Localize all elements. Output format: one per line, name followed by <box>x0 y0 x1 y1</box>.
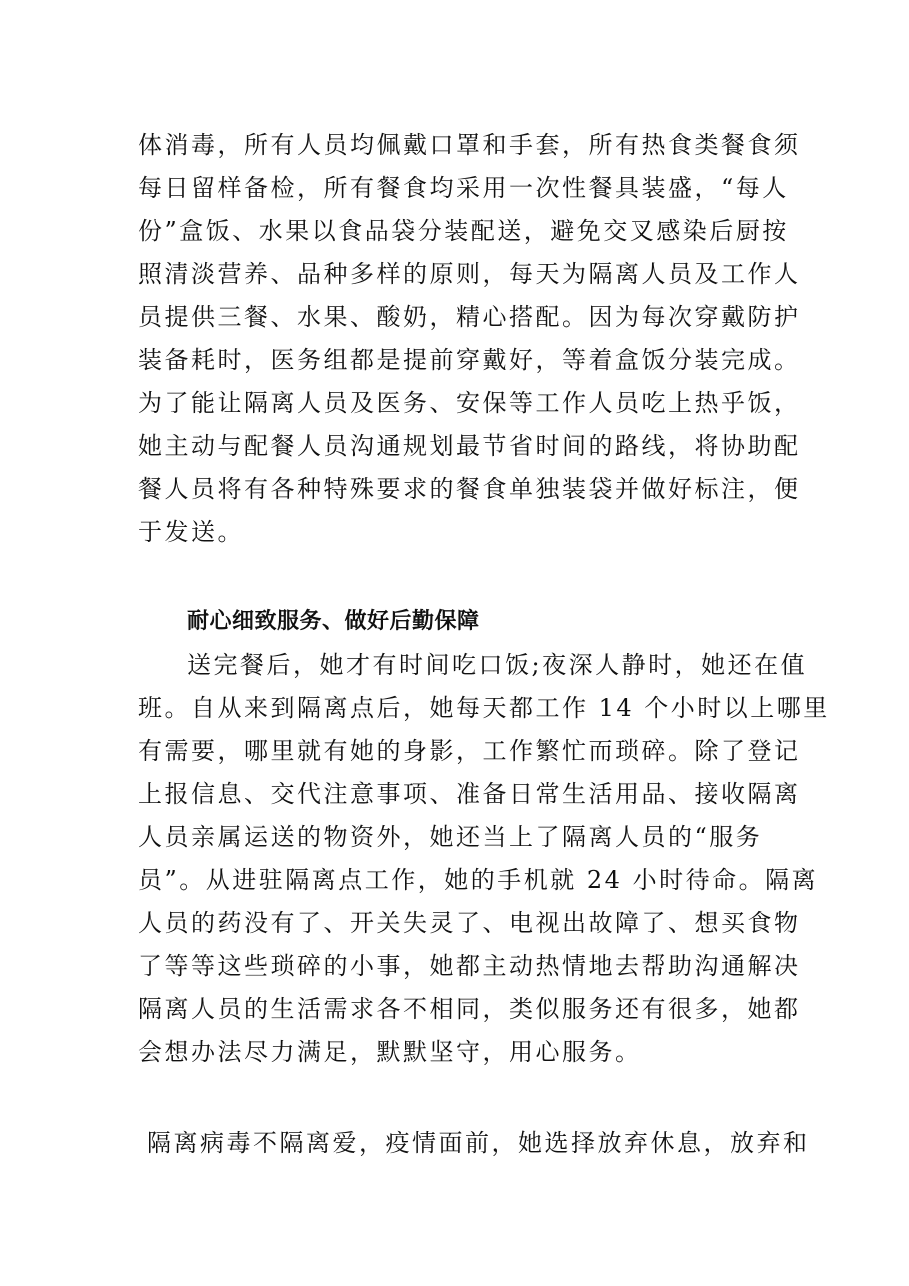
text-line: 员”。从进驻隔离点工作，她的手机就 24 小时待命。隔离 <box>138 866 819 894</box>
text-line: 为了能让隔离人员及医务、安保等工作人员吃上热乎饭， <box>138 389 801 417</box>
text-line: 照清淡营养、品种多样的原则，每天为隔离人员及工作人 <box>138 260 801 288</box>
section-heading-block <box>138 600 778 643</box>
text-line: 份”盒饭、水果以食品袋分装配送，避免交叉感染后厨按 <box>138 217 789 245</box>
text-line: 班。自从来到隔离点后，她每天都工作 14 个小时以上哪里 <box>138 694 830 722</box>
text-line: 员提供三餐、水果、酸奶，精心搭配。因为每次穿戴防护 <box>138 303 801 331</box>
text-line: 于发送。 <box>138 518 244 546</box>
text-line: 上报信息、交代注意事项、准备日常生活用品、接收隔离 <box>138 780 801 808</box>
paragraph-closing <box>147 1122 810 1165</box>
text-line: 体消毒，所有人员均佩戴口罩和手套，所有热食类餐食须 <box>138 131 801 159</box>
text-line: 隔离病毒不隔离爱，疫情面前，她选择放弃休息，放弃和 <box>147 1129 810 1157</box>
text-line: 送完餐后，她才有时间吃口饭;夜深人静时，她还在值 <box>187 651 808 679</box>
text-line: 有需要，哪里就有她的身影，工作繁忙而琐碎。除了登记 <box>138 737 801 765</box>
text-line: 每日留样备检，所有餐食均采用一次性餐具装盛，“每人 <box>138 174 789 202</box>
text-line: 人员的药没有了、开关失灵了、电视出故障了、想买食物 <box>138 909 801 937</box>
text-line: 她主动与配餐人员沟通规划最节省时间的路线，将协助配 <box>138 432 801 460</box>
paragraph-service <box>138 644 830 1074</box>
text-line: 装备耗时，医务组都是提前穿戴好，等着盒饭分装完成。 <box>138 346 801 374</box>
text-line: 人员亲属运送的物资外，她还当上了隔离人员的“服务 <box>138 823 763 851</box>
text-line: 隔离人员的生活需求各不相同，类似服务还有很多，她都 <box>138 995 801 1023</box>
text-line: 餐人员将有各种特殊要求的餐食单独装袋并做好标注，便 <box>138 475 801 503</box>
text-line: 了等等这些琐碎的小事，她都主动热情地去帮助沟通解决 <box>138 952 801 980</box>
text-line: 会想办法尽力满足，默默坚守，用心服务。 <box>138 1038 642 1066</box>
section-heading: 耐心细致服务、做好后勤保障 <box>187 609 480 634</box>
paragraph-meal-delivery <box>138 124 801 554</box>
